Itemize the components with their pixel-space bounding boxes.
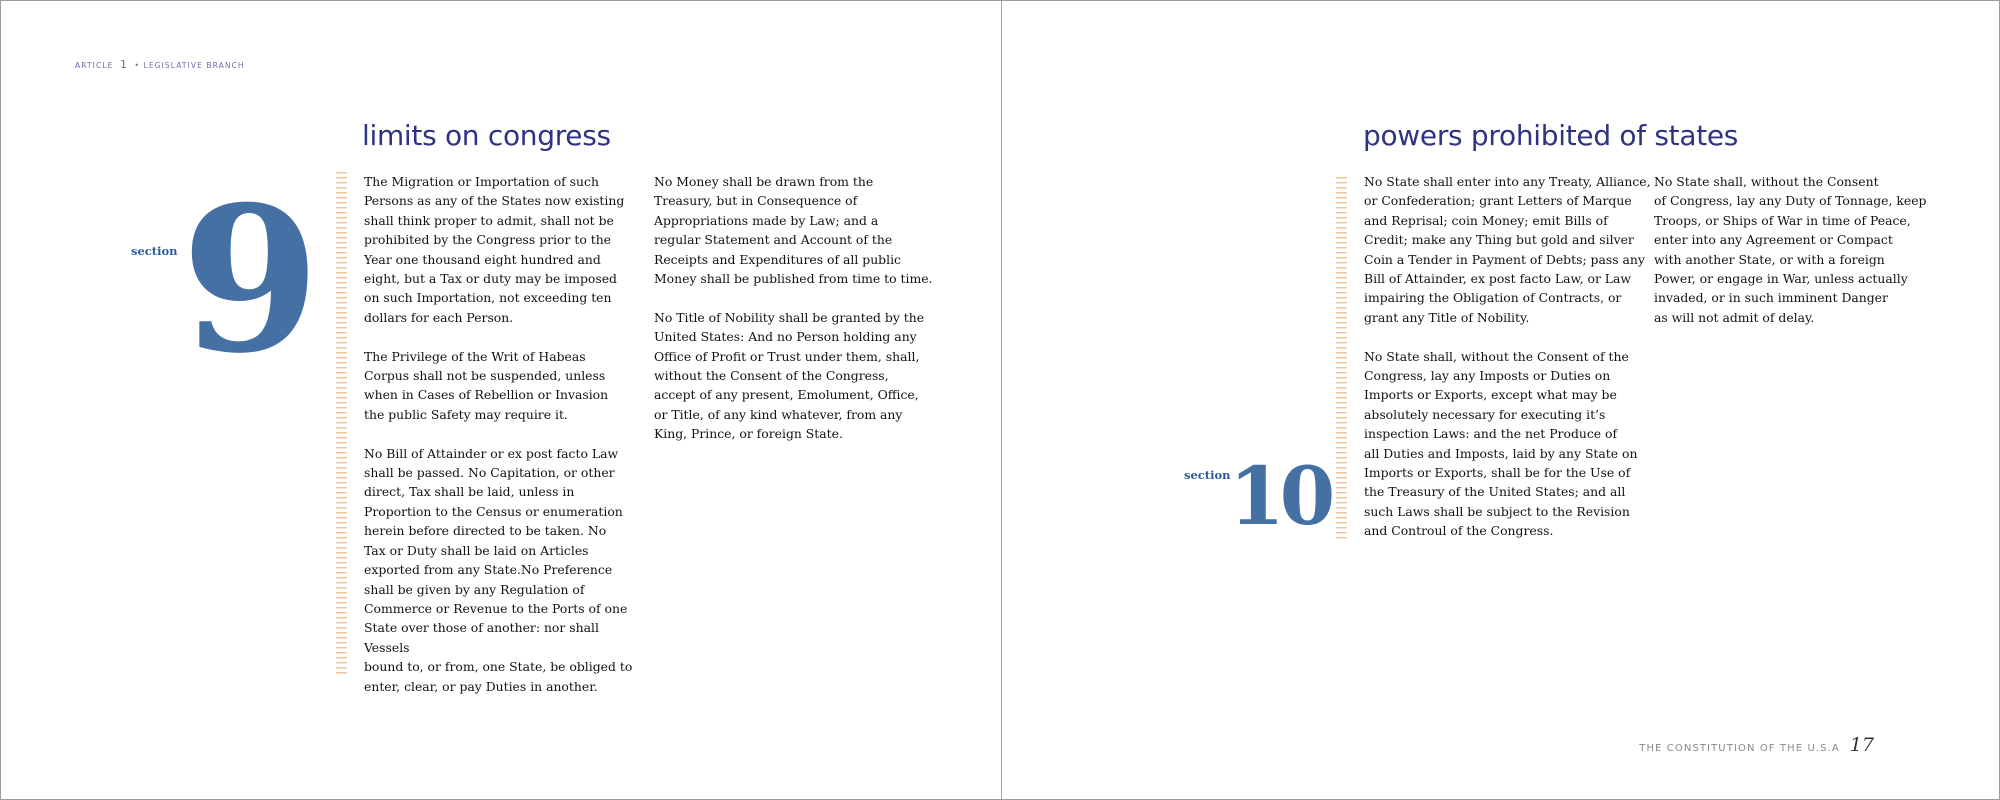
running-head-article-number: 1 [119,58,129,71]
footer-title: THE CONSTITUTION OF THE U.S.A [1639,743,1840,754]
right-section-number: 10 [1229,449,1331,543]
page-footer [1639,734,1874,756]
right-page-heading: powers prohibited of states [1363,119,1739,152]
left-page-column-1 [364,172,644,715]
left-section-label: section [131,244,178,258]
right-section-label: section [1184,468,1231,482]
left-col1-paragraph-2: The Privilege of the Writ of Habeas Corpus shall not be suspended, unless when in Cases of Rebellion or Invasion the public Safety may require it. [364,348,609,422]
running-head-bullet: • [134,61,141,70]
right-col1-paragraph-2: No State shall, without the Consent of the Congress, lay any Imposts or Duties on Imports or Exports, except what may be absolutely necessary for executing it’s inspection Laws: and the net Produce of all Duties and Imposts, laid by any State on Imports or Exports, shall be for the Use of the Treasury of the United States; and all such Laws shall be subject to the Revision and Controul of the Congress. [1364,348,1638,539]
left-col1-paragraph-3: No Bill of Attainder or ex post facto Law shall be passed. No Capitation, or other direct, Tax shall be laid, unless in Proportion to the Census or enumeration herein before directed to be taken. No Tax or Duty shall be laid on Articles exported from any State.No Preference shall be given by any Regulation of Commerce or Revenue to the Ports of one State over those of another: nor shall Vessels bound to, or from, one State, be obliged to enter, clear, or pay Duties in another. [364,445,633,694]
left-col2-paragraph-2: No Title of Nobility shall be granted by the United States: And no Person holding any Office of Profit or Trust under them, shall, without the Consent of the Congress, accept of any present, Emolument, Office, or Title, of any kind whatever, from any King, Prince, or foreign State. [654,309,925,442]
left-col2-paragraph-1: No Money shall be drawn from the Treasury, but in Consequence of Appropriations made by Law; and a regular Statement and Account of the Receipts and Expenditures of all public Money shall be published from time to time. [654,174,933,287]
right-margin-rule [1336,177,1347,539]
left-col1-paragraph-1: The Migration or Importation of such Persons as any of the States now existing shall think proper to admit, shall not be prohibited by the Congress prior to the Year one thousand eight hundred and eight, but a Tax or duty may be imposed on such Importation, not exceeding ten dollars for each Person. [364,174,625,325]
running-head-article: ARTICLE [75,61,114,70]
right-page-column-1 [1364,172,1654,560]
running-head-branch: LEGISLATIVE BRANCH [143,61,245,70]
right-page-column-2 [1654,172,1954,347]
page-gutter [1001,1,1002,799]
left-page-column-2 [654,172,954,463]
right-col2-paragraph-1: No State shall, without the Consent of Congress, lay any Duty of Tonnage, keep Troops, or Ships of War in time of Peace, enter into any Agreement or Compact with another State, or with a foreign Power, or engage in War, unless actually invaded, or in such imminent Danger as will not admit of delay. [1654,174,1927,325]
left-margin-rule [336,172,347,675]
page-number: 17 [1849,734,1874,756]
left-section-number: 9 [181,163,321,398]
running-head [75,58,245,71]
right-col1-paragraph-1: No State shall enter into any Treaty, Alliance, or Confederation; grant Letters of Marque and Reprisal; coin Money; emit Bills of Credit; make any Thing but gold and silver Coin a Tender in Payment of Debts; pass any Bill of Attainder, ex post facto Law, or Law impairing the Obligation of Contracts, or grant any Title of Nobility. [1364,174,1651,325]
left-page-heading: limits on congress [362,119,611,152]
